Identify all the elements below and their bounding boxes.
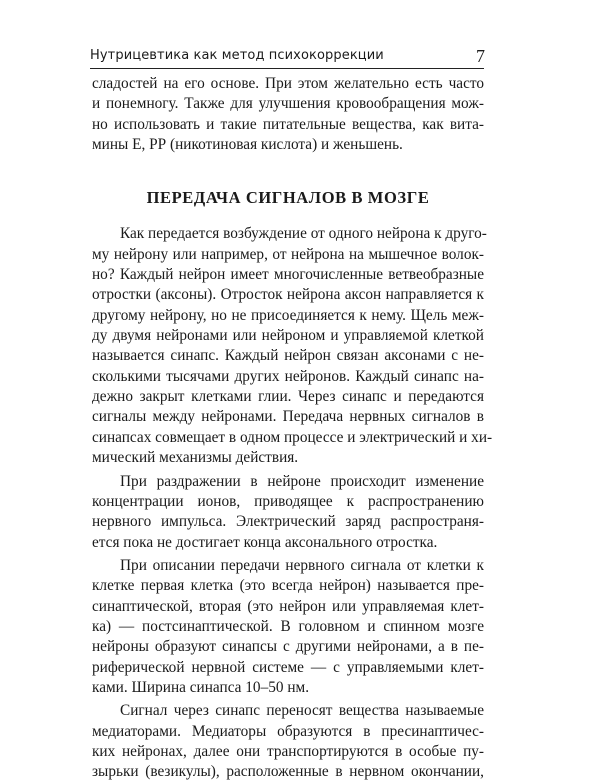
text-line: синаптической, вторая (это нейрон или управляемая клет- [92, 597, 484, 615]
text-line: При описании передачи нервного сигнала от клетки к [120, 556, 484, 574]
paragraph [92, 224, 493, 468]
text-line: дежно закрыт клетками глии. Через синапс и передаются [92, 388, 484, 406]
text-line: отростки (аксоны). Отросток нейрона аксон направляется к [92, 286, 484, 304]
text-line: Сигнал через синапс переносят вещества называемые [120, 702, 484, 720]
text-line: но использовать и такие питательные вещества, как вита- [92, 115, 484, 133]
text-line: ется пока не достигает конца аксонального отростка. [92, 533, 438, 551]
text-line: и понемногу. Также для улучшения кровообращения мож- [92, 95, 484, 113]
body-text [92, 74, 493, 783]
section-heading: ПЕРЕДАЧА СИГНАЛОВ В МОЗГЕ [146, 188, 430, 208]
text-line: называется синапс. Каждый нейрон связан аксонами с не- [92, 347, 484, 365]
text-line: ких нейронах, далее они транспортируются в особые пу- [92, 742, 484, 760]
text-line: зырьки (везикулы), расположенные в нервном окончании, [92, 763, 484, 781]
paragraph [92, 472, 484, 553]
text-line: риферической нервной системе — с управляемыми клет- [92, 658, 484, 676]
intro-paragraph [92, 74, 484, 155]
text-line: мины Е, РР (никотиновая кислота) и женьшень. [92, 136, 403, 154]
text-line: медиаторами. Медиаторы образуются в пресинаптичес- [92, 722, 484, 740]
text-line: другому нейрону, но не присоединяется к нему. Щель меж- [92, 306, 484, 324]
paragraph [92, 556, 484, 698]
running-title: Нутрицевтика как метод психокоррекции [90, 48, 384, 63]
text-line: клетке первая клетка (это всегда нейрон) называется пре- [92, 577, 484, 595]
text-line: мический механизмы действия. [92, 449, 299, 467]
text-line: При раздражении в нейроне происходит изменение [120, 472, 484, 490]
text-line: сколькими тысячами других нейронов. Каждый синапс на- [92, 367, 484, 385]
text-line: синапсах совмещает в одном процессе и электрический и хи- [92, 428, 493, 446]
text-line: сигналы между нейронами. Передача нервных сигналов в [92, 408, 484, 426]
text-line: ками. Ширина синапса 10–50 нм. [92, 678, 310, 696]
page-number: 7 [476, 46, 485, 66]
text-line: Как передается возбуждение от одного нейрона к друго- [120, 225, 487, 243]
running-header [90, 46, 484, 69]
text-line: нейроны образуют синапсы с другими нейронами, а в пе- [92, 638, 484, 656]
paragraph [92, 701, 484, 782]
text-line: но? Каждый нейрон имеет многочисленные ветвеобразные [92, 266, 484, 284]
text-line: ду двумя нейронами или нейроном и управляемой клеткой [92, 327, 484, 345]
text-line: нервного импульса. Электрический заряд распространя- [92, 513, 484, 531]
text-line: ка) — постсинаптической. В головном и спинном мозге [92, 617, 484, 635]
text-line: сладостей на его основе. При этом желательно есть часто [92, 75, 484, 92]
text-line: му нейрону или например, от нейрона на мышечное волок- [92, 245, 484, 263]
text-line: концентрации ионов, приводящее к распространению [92, 492, 484, 510]
